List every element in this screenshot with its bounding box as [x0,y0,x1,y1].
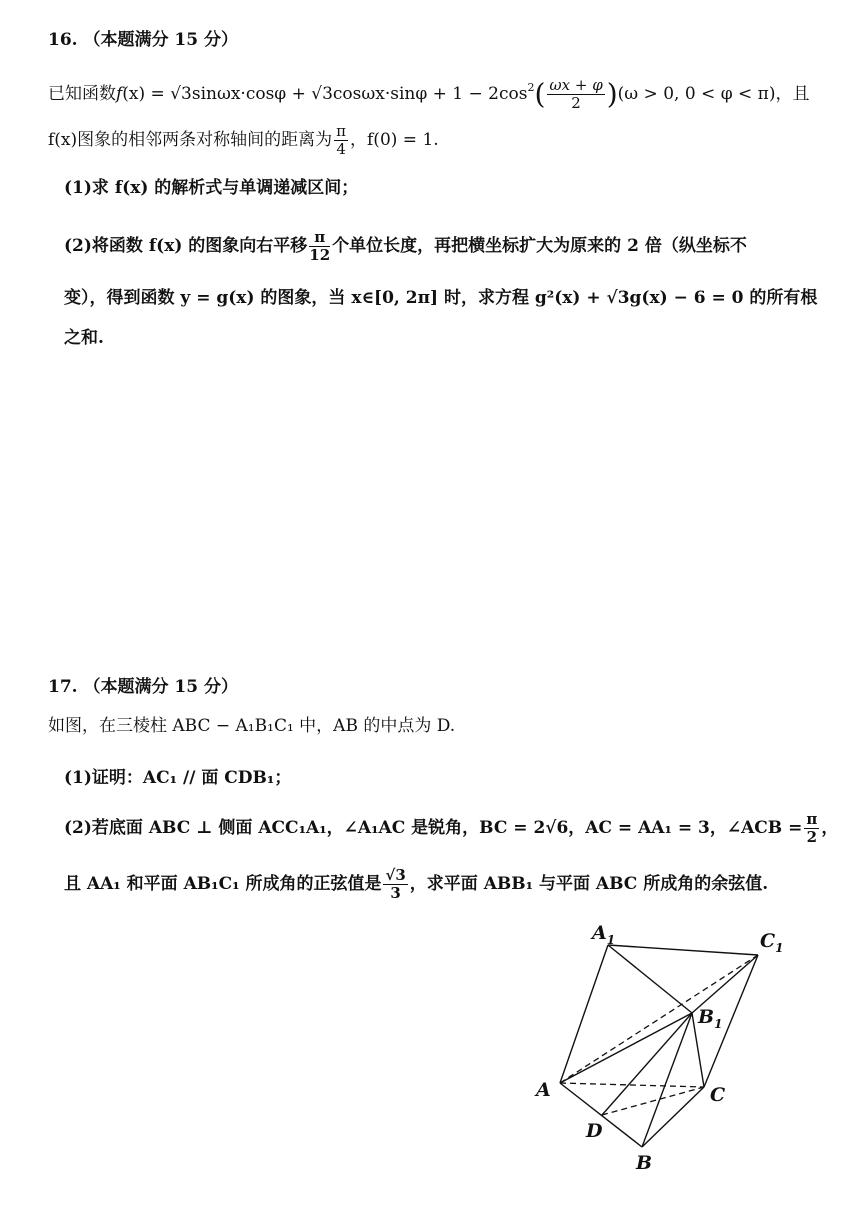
q17-part2-line1: (2)若底面 ABC ⊥ 侧面 ACC₁A₁，∠A₁AC 是锐角，BC = 2√6，AC = AA₁ = 3，∠ACB = $\frac{\pi}{2}$ ， [64,810,839,846]
q16-pi-over-12: $\frac{\pi}{12}$ [309,228,331,264]
q17-sqrt3-over-3: $\frac{√3}{3}$ [385,866,406,902]
q16-part2-line3: 之和. [64,328,104,348]
prism-figure [520,915,840,1180]
edge-A1-B1 [608,945,692,1013]
label-A1: $A_1$ [592,922,616,947]
q17-part2-line2: 且 AA₁ 和平面 AB₁C₁ 所成角的正弦值是 $\frac{√3}{3}$ ，求平面 ABB₁ 与平面 ABC 所成角的余弦值. [64,866,769,902]
edge-A-B1 [560,1013,692,1083]
q16-square: 2 [527,81,535,94]
edge-D-B1 [602,1013,692,1115]
q16-line2: f(x)图象的相邻两条对称轴间的距离为 $\frac{\pi}{4}$ ，f(0) = 1. [48,122,439,158]
q16-header: 16. （本题满分 15 分） [48,30,238,50]
edge-A-A1 [560,945,608,1083]
edge-A1-C1 [608,945,758,955]
q16-condition: (ω > 0, 0 < φ < π) [617,84,776,104]
q16-l1-text: 已知函数 [48,84,116,104]
label-D: D [586,1120,603,1142]
label-B1: $B_1$ [698,1006,723,1031]
q17-part1: (1)证明：AC₁ // 面 CDB₁； [64,768,292,788]
q16-pi-over-4: $\frac{\pi}{4}$ [336,122,347,158]
q17-intro: 如图，在三棱柱 ABC − A₁B₁C₁ 中，AB 的中点为 D. [48,716,456,736]
q16-part1: (1)求 f(x) 的解析式与单调递减区间； [64,178,359,198]
q16-fn: f [116,84,123,104]
q17-pi-over-2: $\frac{\pi}{2}$ [806,810,818,846]
dashed-A-C [560,1083,704,1087]
q16-part2-line1: (2)将函数 f(x) 的图象向右平移 $\frac{\pi}{12}$ 个单位长度，再把横坐标扩大为原来的 2 倍（纵坐标不 [64,228,747,264]
dashed-A-C1 [560,955,758,1083]
label-C: C [710,1084,726,1106]
q16-line1: 已知函数$f(x) = √3\sin\omega x\cdot\cos\varphi + √3\cos\omega x\cdot\sin\varphi + 1 - 2\cos^2$( $\frac{\omega x + \varphi}{2}$ )(ω > 0, 0 < φ < π)，且 [48,76,810,112]
q16-formula: (x) = √3sinωx·cosφ + √3cosωx·sinφ + 1 − 2cos [122,84,528,104]
q16-part2-line2: 变），得到函数 y = g(x) 的图象，当 x∈[0, 2π] 时，求方程 g²(x) + √3g(x) − 6 = 0 的所有根 [64,288,818,308]
label-B: B [636,1152,653,1174]
edge-B1-C1 [692,955,758,1013]
q17-header: 17. （本题满分 15 分） [48,677,238,697]
label-C1: $C_1$ [760,930,784,955]
label-A: A [536,1079,551,1101]
q16-fraction: $\frac{\omega x + \varphi}{2}$ [549,76,603,112]
edge-B-B1 [642,1013,692,1147]
